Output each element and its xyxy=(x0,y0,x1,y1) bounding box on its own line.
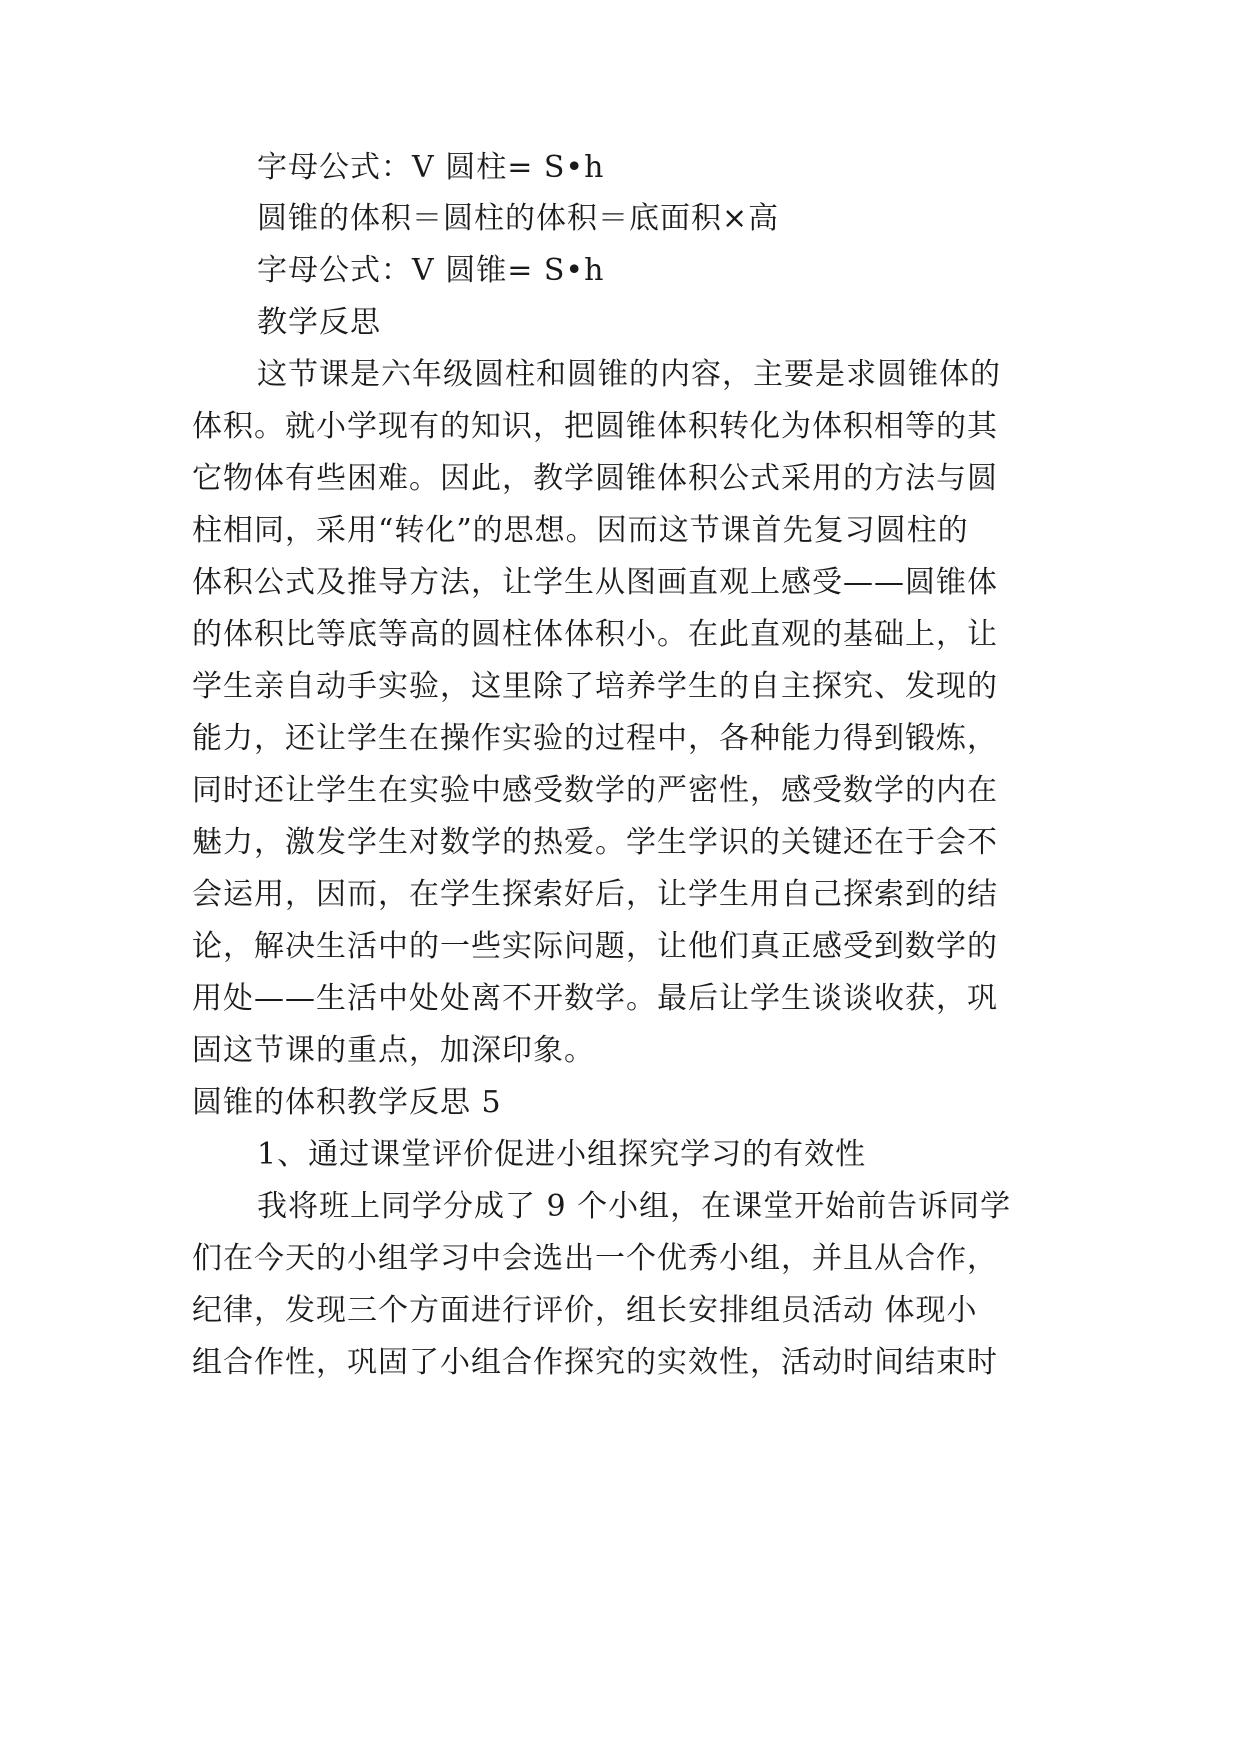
formula-cone: 字母公式：V 圆锥= S•h xyxy=(257,253,605,288)
paragraph-line: 纪律，发现三个方面进行评价，组长安排组员活动 体现小 xyxy=(192,1293,978,1328)
article-title-5: 圆锥的体积教学反思 5 xyxy=(192,1085,502,1120)
paragraph-line: 组合作性，巩固了小组合作探究的实效性，活动时间结束时 xyxy=(192,1345,998,1380)
paragraph-line: 会运用，因而，在学生探索好后，让学生用自己探索到的结 xyxy=(192,877,998,912)
section-heading-reflection: 教学反思 xyxy=(257,305,381,340)
paragraph-line: 它物体有些困难。因此，教学圆锥体积公式采用的方法与圆 xyxy=(192,461,998,496)
formula-cylinder: 字母公式：V 圆柱= S•h xyxy=(257,150,605,185)
paragraph-line: 论，解决生活中的一些实际问题，让他们真正感受到数学的 xyxy=(192,929,998,964)
paragraph-line: 这节课是六年级圆柱和圆锥的内容，主要是求圆锥体的 xyxy=(257,357,1001,392)
paragraph-line: 用处——生活中处处离不开数学。最后让学生谈谈收获，巩 xyxy=(192,981,998,1016)
paragraph-line: 同时还让学生在实验中感受数学的严密性，感受数学的内在 xyxy=(192,773,998,808)
paragraph-line: 体积。就小学现有的知识，把圆锥体积转化为体积相等的其 xyxy=(192,409,998,444)
paragraph-line: 学生亲自动手实验，这里除了培养学生的自主探究、发现的 xyxy=(192,669,998,704)
paragraph-line: 的体积比等底等高的圆柱体体积小。在此直观的基础上，让 xyxy=(192,617,998,652)
paragraph-line: 固这节课的重点，加深印象。 xyxy=(192,1033,595,1068)
paragraph-line: 能力，还让学生在操作实验的过程中，各种能力得到锻炼， xyxy=(192,721,998,756)
paragraph-line: 体积公式及推导方法，让学生从图画直观上感受——圆锥体 xyxy=(192,565,998,600)
paragraph-line: 们在今天的小组学习中会选出一个优秀小组，并且从合作， xyxy=(192,1241,998,1276)
paragraph-line: 柱相同，采用“转化”的思想。因而这节课首先复习圆柱的 xyxy=(192,513,969,548)
cone-volume-statement: 圆锥的体积＝圆柱的体积＝底面积×高 xyxy=(257,201,780,236)
paragraph-line: 我将班上同学分成了 9 个小组，在课堂开始前告诉同学 xyxy=(257,1189,1012,1224)
subheading-1: 1、通过课堂评价促进小组探究学习的有效性 xyxy=(257,1137,867,1172)
paragraph-line: 魅力，激发学生对数学的热爱。学生学识的关键还在于会不 xyxy=(192,825,998,860)
